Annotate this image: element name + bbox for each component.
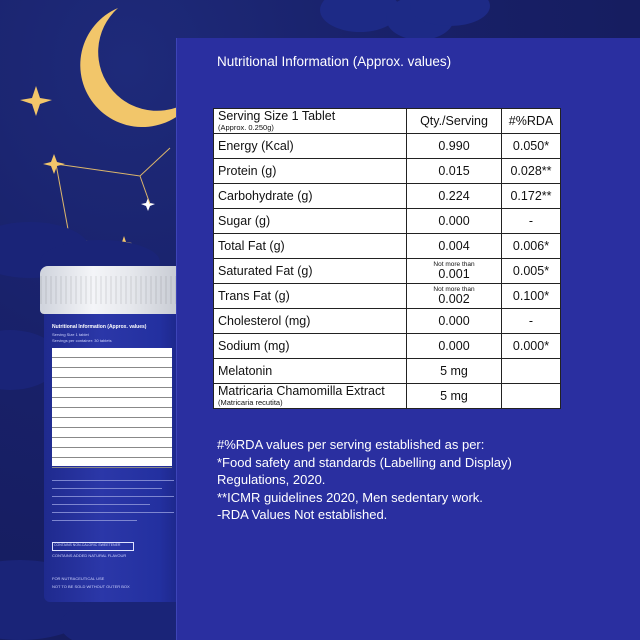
nutrient-name-cell [214,184,407,209]
qty-value: 0.000 [438,214,470,228]
nutrition-panel [176,38,640,640]
rda-notes [217,436,512,524]
table-row [214,209,561,234]
qty-value: 0.224 [438,189,470,203]
note-line: -RDA Values Not established. [217,507,388,522]
bottle-cap [40,266,192,314]
bottle-fine-print [52,476,174,536]
bottle-footer-text: FOR NUTRACEUTICAL USE [52,576,105,581]
rda-cell: 0.000* [502,334,561,359]
nutrient-name-cell [214,384,407,409]
table-row [214,259,561,284]
nutrient-name: Matricaria Chamomilla Extract [218,384,385,398]
nutrient-name: Sodium (mg) [218,339,290,353]
nutrient-name-sub: (Matricaria recutita) [218,398,283,407]
qty-value: 0.004 [438,239,470,253]
rda-cell: 0.100* [502,284,561,309]
bottle-footer-text: CONTAINS NON-CALORIC SWEETENER [54,543,121,547]
qty-cell [407,284,502,309]
note-line: **ICMR guidelines 2020, Men sedentary work. [217,489,483,505]
qty-cell [407,309,502,334]
qty-value: 0.990 [438,139,470,153]
qty-cell [407,209,502,234]
qty-value: 0.002 [438,292,470,306]
rda-cell: 0.006* [502,234,561,259]
nutrient-name-cell [214,259,407,284]
nutrient-name-cell [214,159,407,184]
qty-value: 0.015 [438,164,470,178]
table-row [214,159,561,184]
qty-value: 0.000 [438,314,470,328]
bottle-footer-text: NOT TO BE SOLD WITHOUT OUTER BOX [52,584,130,589]
nutrient-name-cell [214,284,407,309]
qty-value: 0.001 [438,267,470,281]
table-header-row [214,109,561,134]
table-row [214,134,561,159]
table-row [214,284,561,309]
qty-cell [407,259,502,284]
qty-value: 5 mg [440,364,468,378]
nutrient-name-cell [214,309,407,334]
rda-cell [502,359,561,384]
rda-cell: - [502,209,561,234]
rda-cell [502,384,561,409]
nutrient-name-cell [214,359,407,384]
header-qty: Qty./Serving [407,109,502,134]
nutrient-name: Cholesterol (mg) [218,314,311,328]
bottle-label-title: Nutritional Information (Approx. values) [52,324,147,330]
table-row [214,359,561,384]
bottle-label-line: Serving Size 1 tablet [52,332,89,337]
nutrient-name: Saturated Fat (g) [218,264,313,278]
qty-cell [407,184,502,209]
header-rda: #%RDA [502,109,561,134]
rda-cell: 0.172** [502,184,561,209]
qty-cell [407,134,502,159]
star-icon [43,154,65,174]
bottle-mini-table [52,348,172,466]
nutrient-name: Melatonin [218,364,273,378]
qty-value: 0.000 [438,339,470,353]
table-row [214,309,561,334]
cloud-icon [320,0,490,40]
nutrient-name-cell [214,234,407,259]
qty-cell [407,234,502,259]
qty-note: Not more than [433,261,475,268]
qty-value: 5 mg [440,389,468,403]
rda-cell: 0.050* [502,134,561,159]
constellation-lines [56,148,170,243]
note-line: *Food safety and standards (Labelling and Display) [217,454,512,470]
nutrient-name: Total Fat (g) [218,239,285,253]
rda-cell: 0.028** [502,159,561,184]
qty-cell [407,359,502,384]
nutrient-name-cell [214,334,407,359]
star-icon [141,198,155,211]
table-row [214,384,561,409]
product-bottle-image [34,266,199,606]
qty-note: Not more than [433,286,475,293]
rda-cell: - [502,309,561,334]
table-row [214,184,561,209]
bottle-label-line: Servings per container: 30 tablets [52,338,112,343]
bottle-footer-text: CONTAINS ADDED NATURAL FLAVOUR [52,553,127,558]
note-line: #%RDA values per serving established as per: [217,437,485,452]
nutrient-name-cell [214,209,407,234]
nutrient-name-cell [214,134,407,159]
nutrient-name: Trans Fat (g) [218,289,290,303]
star-icon [20,86,52,116]
nutrient-name: Carbohydrate (g) [218,189,313,203]
nutrient-name: Sugar (g) [218,214,271,228]
panel-title: Nutritional Information (Approx. values) [217,54,452,69]
table-row [214,334,561,359]
header-serving: Serving Size 1 Tablet [218,109,336,123]
qty-cell [407,159,502,184]
table-row [214,234,561,259]
qty-cell [407,334,502,359]
header-serving-sub: (Approx. 0.250g) [218,123,274,132]
nutrient-name: Energy (Kcal) [218,139,294,153]
note-line: Regulations, 2020. [217,472,326,487]
qty-cell [407,384,502,409]
header-serving-cell [214,109,407,134]
nutrition-table [213,108,561,409]
nutrient-name: Protein (g) [218,164,277,178]
bottle-body [44,310,188,602]
rda-cell: 0.005* [502,259,561,284]
